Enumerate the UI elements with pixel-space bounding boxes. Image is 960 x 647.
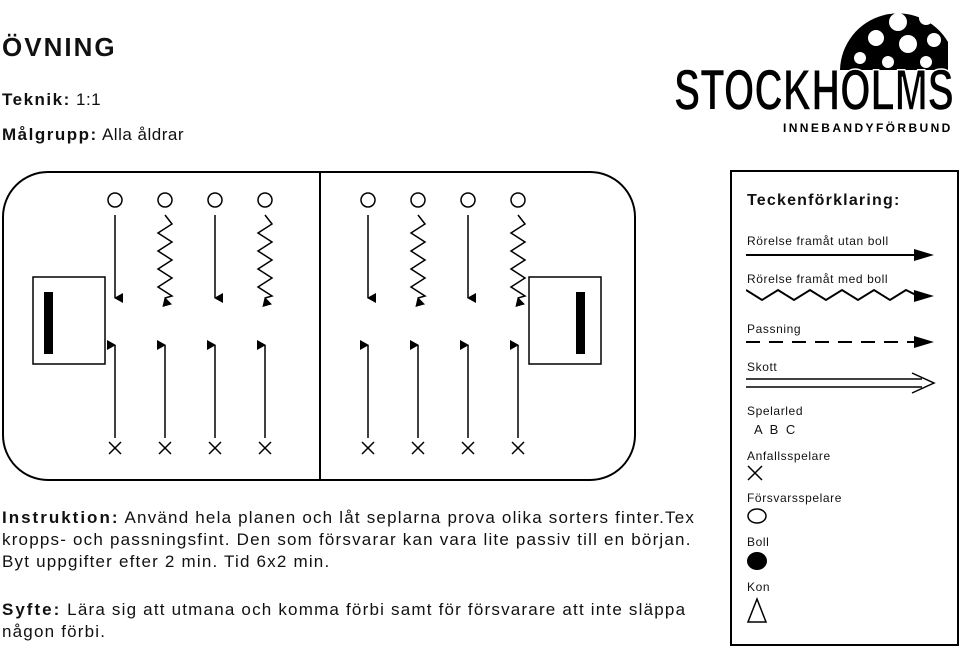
dribble-arrow-down	[158, 215, 172, 298]
defender-marker	[158, 193, 172, 207]
move-with-ball-arrow-icon	[746, 286, 936, 306]
legend-defender-label: Försvarsspelare	[747, 491, 843, 505]
malgrupp-label: Målgrupp:	[2, 125, 98, 144]
defender-marker	[108, 193, 122, 207]
legend-move-no-ball-label: Rörelse framåt utan boll	[747, 234, 889, 248]
legend-attacker-label: Anfallsspelare	[747, 449, 831, 463]
dribble-arrow-down	[258, 215, 272, 298]
right-goal-area	[529, 277, 601, 364]
malgrupp-value: Alla åldrar	[101, 125, 184, 144]
legend-ball-label: Boll	[747, 535, 770, 549]
legend-pass-label: Passning	[747, 322, 802, 336]
instruction-paragraph	[2, 507, 722, 573]
right-goal	[576, 292, 585, 354]
defender-marker	[461, 193, 475, 207]
instruction-label: Instruktion:	[2, 508, 120, 527]
rink-diagram	[0, 170, 725, 492]
defender-marker	[361, 193, 375, 207]
page-title: ÖVNING	[2, 32, 117, 62]
teknik-line	[2, 90, 101, 110]
legend-player-line-sample: A B C	[754, 422, 798, 437]
legend-title: Teckenförklaring:	[747, 192, 901, 209]
purpose-paragraph	[2, 599, 722, 643]
legend-cone-label: Kon	[747, 580, 771, 594]
logo-wordmark	[672, 60, 957, 120]
defender-marker	[511, 193, 525, 207]
dribble-arrow-down	[511, 215, 525, 298]
left-goal-area	[33, 277, 105, 364]
malgrupp-line	[2, 125, 184, 145]
defender-marker	[411, 193, 425, 207]
instruction-text: Använd hela planen och låt seplarna prova olika sorters finter.Tex kropps- och passningsfint. Den som försvarar kan vara lite passiv till en början. Byt uppgifter efter 2 min. Tid 6x2 min.	[2, 508, 696, 571]
pass-arrow-icon	[746, 334, 936, 350]
legend-shot-label: Skott	[747, 360, 778, 374]
legend-box	[730, 170, 959, 646]
teknik-label: Teknik:	[2, 90, 71, 109]
legend-move-with-ball-label: Rörelse framåt med boll	[747, 272, 889, 286]
defender-marker	[258, 193, 272, 207]
legend-player-line-label: Spelarled	[747, 404, 804, 418]
cone-icon	[746, 596, 772, 626]
defender-circle-icon	[746, 507, 770, 525]
teknik-value: 1:1	[76, 90, 102, 109]
logo-subtitle: INNEBANDYFÖRBUND	[783, 121, 953, 135]
attacker-x-icon	[746, 464, 766, 482]
purpose-label: Syfte:	[2, 600, 62, 619]
ball-icon	[746, 551, 770, 571]
defender-marker	[208, 193, 222, 207]
shot-arrow-icon	[746, 372, 936, 394]
svg-text:STOCKHOLMS: STOCKHOLMS	[674, 60, 954, 120]
move-no-ball-arrow-icon	[746, 247, 936, 263]
dribble-arrow-down	[411, 215, 425, 298]
left-goal	[44, 292, 53, 354]
purpose-text: Lära sig att utmana och komma förbi samt för försvarare att inte släppa någon förbi.	[2, 600, 687, 641]
